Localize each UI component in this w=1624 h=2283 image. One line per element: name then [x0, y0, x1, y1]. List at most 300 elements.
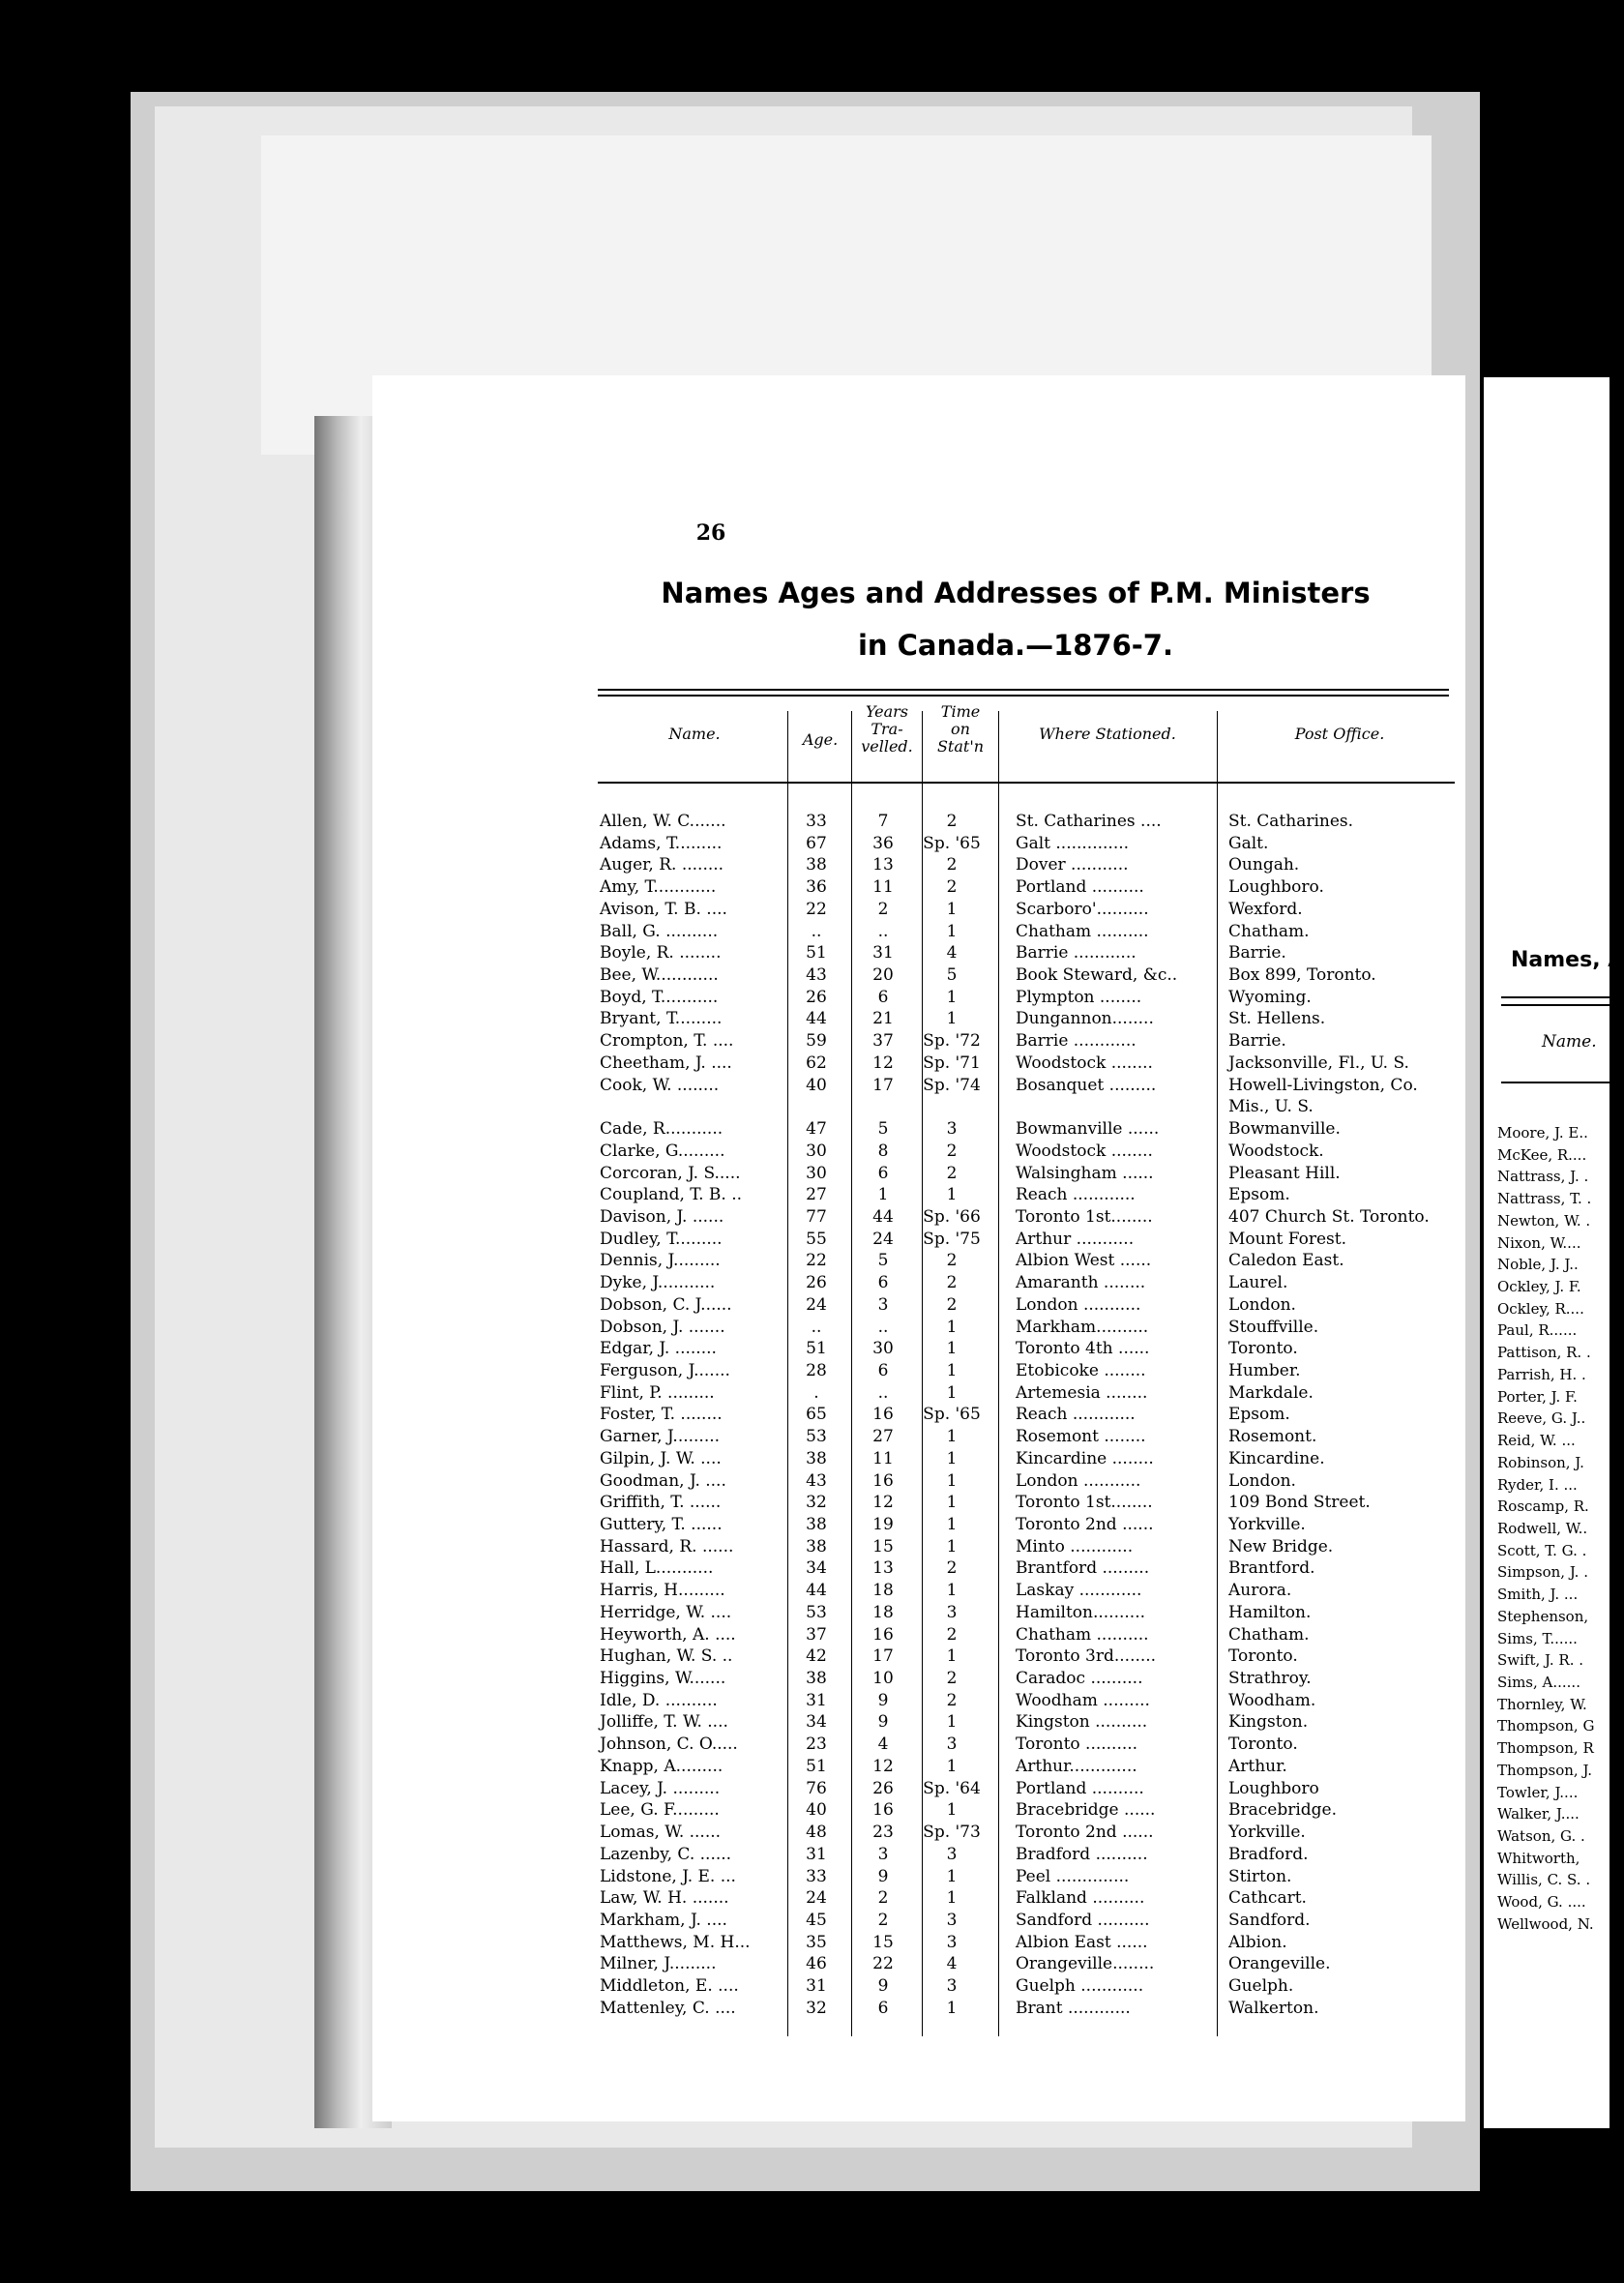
time-on-station: 2: [946, 1690, 958, 1710]
facing-name: Reeve, G. J..: [1497, 1409, 1586, 1428]
post-office: Stirton.: [1228, 1866, 1292, 1886]
post-office: Rosemont.: [1228, 1427, 1317, 1447]
years-travelled: 6: [877, 1273, 889, 1293]
facing-name: Watson, G. .: [1497, 1827, 1585, 1845]
table-row: [598, 1096, 1459, 1118]
minister-age: 40: [806, 1800, 827, 1821]
post-office: Bradford.: [1228, 1844, 1309, 1864]
facing-name: Walker, J....: [1497, 1805, 1580, 1823]
minister-age: 38: [806, 1669, 827, 1689]
minister-name: Milner, J.........: [600, 1954, 717, 1974]
post-office: Laurel.: [1228, 1273, 1288, 1293]
where-stationed: Amaranth ........: [1016, 1273, 1146, 1293]
facing-name: Nattrass, J. .: [1497, 1168, 1589, 1186]
post-office: Orangeville.: [1228, 1954, 1331, 1974]
time-on-station: 1: [946, 1448, 958, 1468]
minister-name: Lee, G. F.........: [600, 1800, 720, 1821]
page-number: 26: [695, 520, 726, 546]
facing-name: Roscamp, R.: [1497, 1497, 1589, 1516]
table-row: [598, 1668, 1459, 1690]
minister-age: 31: [806, 1976, 827, 1997]
table-row: [598, 1778, 1459, 1800]
years-travelled: 11: [872, 1448, 894, 1468]
minister-name: Hassard, R. ......: [600, 1536, 734, 1557]
years-travelled: 44: [872, 1206, 894, 1227]
minister-name: Dudley, T.........: [600, 1229, 723, 1249]
minister-name: Dobson, C. J......: [600, 1294, 732, 1315]
where-stationed: Arthur ...........: [1016, 1229, 1135, 1249]
years-travelled: 16: [872, 1405, 894, 1425]
where-stationed: Portland ..........: [1016, 877, 1144, 898]
post-office: Loughboro: [1228, 1778, 1319, 1798]
table-row: [598, 1711, 1459, 1734]
minister-name: Lacey, J. .........: [600, 1778, 721, 1798]
minister-name: Bee, W............: [600, 965, 719, 986]
table-row: [598, 1382, 1459, 1405]
where-stationed: Toronto 3rd........: [1016, 1646, 1157, 1667]
minister-name: Harris, H.........: [600, 1581, 725, 1601]
minister-name: Flint, P. .........: [600, 1382, 715, 1403]
post-office: Howell-Livingston, Co.: [1228, 1075, 1418, 1095]
time-on-station: Sp. '71: [923, 1053, 981, 1073]
minister-age: 42: [806, 1646, 827, 1667]
minister-age: .: [813, 1382, 819, 1403]
table-row: [598, 833, 1459, 855]
table-row: [598, 1075, 1459, 1097]
facing-name: Ockley, J. F.: [1497, 1278, 1581, 1296]
table-row: [598, 1426, 1459, 1448]
years-travelled: 12: [872, 1493, 894, 1513]
where-stationed: Orangeville........: [1016, 1954, 1155, 1974]
post-office: Kincardine.: [1228, 1448, 1325, 1468]
facing-name: Ryder, I. ...: [1497, 1475, 1578, 1494]
where-stationed: Peel ..............: [1016, 1866, 1130, 1886]
minister-age: 53: [806, 1602, 827, 1622]
where-stationed: Hamilton..........: [1016, 1602, 1146, 1622]
post-office: Guelph.: [1228, 1976, 1294, 1997]
time-on-station: 4: [946, 1954, 958, 1974]
post-office: Hamilton.: [1228, 1602, 1312, 1622]
time-on-station: 1: [946, 987, 958, 1007]
time-on-station: Sp. '64: [923, 1778, 981, 1798]
facing-name: Sims, T......: [1497, 1629, 1578, 1647]
table-row: [598, 1536, 1459, 1558]
minister-name: Dyke, J...........: [600, 1273, 716, 1293]
table-row: [598, 1317, 1459, 1339]
post-office: Bowmanville.: [1228, 1119, 1341, 1140]
table-row: [598, 1690, 1459, 1712]
years-travelled: 27: [872, 1427, 894, 1447]
years-travelled: 18: [872, 1581, 894, 1601]
minister-age: 38: [806, 1536, 827, 1557]
header-name: Name.: [668, 725, 721, 743]
years-travelled: 18: [872, 1602, 894, 1622]
time-on-station: Sp. '75: [923, 1229, 981, 1249]
table-row: [598, 1910, 1459, 1932]
minister-age: 45: [806, 1910, 827, 1930]
table-row: [598, 1229, 1459, 1251]
years-travelled: 17: [872, 1646, 894, 1667]
time-on-station: 1: [946, 1998, 958, 2018]
time-on-station: 1: [946, 1756, 958, 1776]
where-stationed: Bowmanville ......: [1016, 1119, 1160, 1140]
years-travelled: 2: [877, 1888, 889, 1909]
minister-age: 38: [806, 855, 827, 875]
minister-age: 27: [806, 1185, 827, 1205]
time-on-station: 2: [946, 1669, 958, 1689]
minister-name: Avison, T. B. ....: [600, 899, 727, 919]
facing-rule: [1501, 996, 1617, 998]
time-on-station: 4: [946, 943, 958, 964]
where-stationed: Markham..........: [1016, 1317, 1149, 1337]
years-travelled: 21: [872, 1009, 894, 1029]
minister-name: Middleton, E. ....: [600, 1976, 739, 1997]
post-office: St. Catharines.: [1228, 812, 1354, 831]
minister-age: 36: [806, 877, 827, 898]
time-on-station: 1: [946, 1470, 958, 1491]
header-age: Age.: [802, 730, 839, 749]
minister-age: 37: [806, 1624, 827, 1645]
table-row: [598, 1206, 1459, 1229]
time-on-station: Sp. '72: [923, 1031, 981, 1052]
minister-age: 26: [806, 987, 827, 1007]
where-stationed: Minto ............: [1016, 1536, 1134, 1557]
time-on-station: 1: [946, 1800, 958, 1821]
minister-age: 34: [806, 1712, 827, 1733]
years-travelled: 36: [872, 833, 894, 853]
facing-name: Moore, J. E..: [1497, 1124, 1588, 1142]
where-stationed: Barrie ............: [1016, 943, 1137, 964]
table-row: [598, 1118, 1459, 1141]
where-stationed: Chatham ..........: [1016, 1624, 1149, 1645]
post-office: Markdale.: [1228, 1382, 1314, 1403]
time-on-station: 1: [946, 1009, 958, 1029]
years-travelled: 15: [872, 1932, 894, 1952]
facing-name: Thompson, R: [1497, 1739, 1594, 1758]
time-on-station: 1: [946, 1536, 958, 1557]
minister-age: 76: [806, 1778, 827, 1798]
minister-name: Ball, G. ..........: [600, 921, 719, 941]
time-on-station: 1: [946, 1185, 958, 1205]
table-row: [598, 1799, 1459, 1822]
years-travelled: 37: [872, 1031, 894, 1052]
table-row: [598, 1141, 1459, 1163]
minister-name: Griffith, T. ......: [600, 1493, 722, 1513]
minister-name: Amy, T............: [600, 877, 717, 898]
years-travelled: 16: [872, 1624, 894, 1645]
time-on-station: 1: [946, 921, 958, 941]
years-travelled: 5: [877, 1251, 889, 1271]
years-travelled: 23: [872, 1823, 894, 1843]
minister-age: 35: [806, 1932, 827, 1952]
minister-name: Lidstone, J. E. ...: [600, 1866, 736, 1886]
where-stationed: Reach ............: [1016, 1405, 1136, 1425]
years-travelled: 9: [877, 1690, 889, 1710]
time-on-station: Sp. '66: [923, 1206, 981, 1227]
post-office: Yorkville.: [1228, 1823, 1306, 1843]
years-travelled: 1: [877, 1185, 889, 1205]
time-on-station: 2: [946, 855, 958, 875]
table-row: [598, 876, 1459, 899]
post-office: Epsom.: [1228, 1405, 1290, 1425]
table-row: [598, 1822, 1459, 1844]
time-on-station: Sp. '65: [923, 833, 981, 853]
post-office: Cathcart.: [1228, 1888, 1307, 1909]
where-stationed: Albion West ......: [1016, 1251, 1152, 1271]
minister-name: Dennis, J.........: [600, 1251, 721, 1271]
minister-name: Cook, W. ........: [600, 1075, 720, 1095]
time-on-station: 2: [946, 1558, 958, 1579]
post-office: Toronto.: [1228, 1734, 1298, 1755]
facing-name-header: Name.: [1542, 1032, 1597, 1052]
years-travelled: 3: [877, 1844, 889, 1864]
where-stationed: Sandford ..........: [1016, 1910, 1150, 1930]
table-row: [598, 1557, 1459, 1580]
where-stationed: Chatham ..........: [1016, 921, 1149, 941]
facing-rule: [1501, 1004, 1617, 1006]
minister-age: 55: [806, 1229, 827, 1249]
post-office: Mount Forest.: [1228, 1229, 1347, 1249]
years-travelled: 6: [877, 987, 889, 1007]
table-row: [598, 1008, 1459, 1030]
facing-name: Ockley, R....: [1497, 1299, 1584, 1318]
where-stationed: Laskay ............: [1016, 1581, 1142, 1601]
table-row: [598, 1514, 1459, 1536]
facing-page: [1484, 377, 1624, 2128]
minister-name: Law, W. H. .......: [600, 1888, 729, 1909]
table-row: [598, 1470, 1459, 1493]
table-row: [598, 1360, 1459, 1382]
years-travelled: 8: [877, 1141, 889, 1161]
minister-name: Goodman, J. ....: [600, 1470, 726, 1491]
table-row: [598, 1053, 1459, 1075]
post-office: Barrie.: [1228, 1031, 1286, 1052]
where-stationed: Guelph ............: [1016, 1976, 1144, 1997]
facing-name: Reid, W. ...: [1497, 1432, 1576, 1450]
years-travelled: 6: [877, 1360, 889, 1380]
where-stationed: Galt ..............: [1016, 833, 1130, 853]
minister-name: Idle, D. ..........: [600, 1690, 718, 1710]
minister-age: 51: [806, 1339, 827, 1359]
years-travelled: 10: [872, 1669, 894, 1689]
facing-names-list: [1497, 1122, 1594, 1936]
time-on-station: Sp. '65: [923, 1405, 981, 1425]
table-row: [598, 1975, 1459, 1998]
minister-age: 32: [806, 1998, 827, 2018]
facing-name: Smith, J. ...: [1497, 1586, 1579, 1604]
time-on-station: 3: [946, 1976, 958, 1997]
time-on-station: 1: [946, 1317, 958, 1337]
where-stationed: Toronto 4th ......: [1016, 1339, 1150, 1359]
years-travelled: 19: [872, 1515, 894, 1534]
where-stationed: Scarboro'..........: [1016, 899, 1149, 919]
header-time: Time on Stat'n: [936, 702, 985, 756]
table-row: [598, 1887, 1459, 1910]
minister-age: 34: [806, 1558, 827, 1579]
facing-name: Simpson, J. .: [1497, 1563, 1588, 1582]
minister-age: 23: [806, 1734, 827, 1755]
time-on-station: 1: [946, 1339, 958, 1359]
minister-name: Adams, T.........: [600, 833, 723, 853]
minister-name: Guttery, T. ......: [600, 1515, 723, 1534]
minister-name: Mattenley, C. ....: [600, 1998, 736, 2018]
where-stationed: London ...........: [1016, 1294, 1141, 1315]
table-row: [598, 987, 1459, 1009]
table-row: [598, 964, 1459, 987]
years-travelled: 13: [872, 855, 894, 875]
post-office: Stouffville.: [1228, 1317, 1319, 1337]
minister-age: 30: [806, 1163, 827, 1183]
time-on-station: Sp. '74: [923, 1075, 981, 1095]
post-office: Loughboro.: [1228, 877, 1324, 898]
post-office: Chatham.: [1228, 921, 1310, 941]
years-travelled: 31: [872, 943, 894, 964]
facing-name: Wellwood, N.: [1497, 1914, 1594, 1933]
post-office: Woodstock.: [1228, 1141, 1324, 1161]
post-office: Arthur.: [1228, 1756, 1287, 1776]
table-row: [598, 1646, 1459, 1668]
time-on-station: 3: [946, 1119, 958, 1140]
facing-name: Noble, J. J..: [1497, 1256, 1579, 1274]
years-travelled: 4: [877, 1734, 889, 1755]
where-stationed: Caradoc ..........: [1016, 1669, 1143, 1689]
years-travelled: 13: [872, 1558, 894, 1579]
post-office: Oungah.: [1228, 855, 1300, 875]
minister-name: Markham, J. ....: [600, 1910, 727, 1930]
years-travelled: 9: [877, 1712, 889, 1733]
years-travelled: 7: [877, 812, 889, 831]
facing-name: Nixon, W....: [1497, 1233, 1581, 1252]
table-row: [598, 1866, 1459, 1888]
minister-name: Matthews, M. H...: [600, 1932, 751, 1952]
table-row: [598, 942, 1459, 964]
time-on-station: 1: [946, 1382, 958, 1403]
minister-name: Bryant, T.........: [600, 1009, 723, 1029]
where-stationed: Woodstock ........: [1016, 1053, 1153, 1073]
minister-age: 22: [806, 899, 827, 919]
where-stationed: Toronto 1st........: [1016, 1493, 1153, 1513]
table-row: [598, 1953, 1459, 1975]
minister-name: Lazenby, C. ......: [600, 1844, 732, 1864]
years-travelled: 30: [872, 1339, 894, 1359]
minister-name: Jolliffe, T. W. ....: [600, 1712, 728, 1733]
post-office: Humber.: [1228, 1360, 1301, 1380]
where-stationed: Woodstock ........: [1016, 1141, 1153, 1161]
table-row: [598, 1272, 1459, 1294]
time-on-station: 3: [946, 1932, 958, 1952]
where-stationed: Book Steward, &c..: [1016, 965, 1178, 986]
minister-name: Garner, J.........: [600, 1427, 721, 1447]
time-on-station: 1: [946, 1515, 958, 1534]
table-row: [598, 1844, 1459, 1866]
post-office: Caledon East.: [1228, 1251, 1344, 1271]
minister-age: 59: [806, 1031, 827, 1052]
minister-name: Higgins, W.......: [600, 1669, 726, 1689]
time-on-station: 2: [946, 812, 958, 831]
facing-name: Robinson, J.: [1497, 1453, 1584, 1471]
minister-age: 28: [806, 1360, 827, 1380]
post-office: Pleasant Hill.: [1228, 1163, 1341, 1183]
years-travelled: 16: [872, 1470, 894, 1491]
post-office: Box 899, Toronto.: [1228, 965, 1376, 986]
where-stationed: Bradford ..........: [1016, 1844, 1148, 1864]
facing-name: Porter, J. F.: [1497, 1387, 1578, 1406]
years-travelled: 9: [877, 1866, 889, 1886]
facing-name: Whitworth,: [1497, 1849, 1580, 1867]
facing-name: Pattison, R. .: [1497, 1344, 1591, 1362]
minister-name: Herridge, W. ....: [600, 1602, 732, 1622]
years-travelled: 2: [877, 899, 889, 919]
table-row: [598, 1734, 1459, 1756]
post-office: Barrie.: [1228, 943, 1286, 964]
table-row: [598, 1404, 1459, 1426]
years-travelled: 12: [872, 1756, 894, 1776]
table-row: [598, 921, 1459, 943]
minister-name: Edgar, J. ........: [600, 1339, 717, 1359]
time-on-station: Sp. '73: [923, 1823, 981, 1843]
table-row: [598, 1184, 1459, 1206]
table-row: [598, 854, 1459, 876]
minister-name: Knapp, A.........: [600, 1756, 723, 1776]
time-on-station: 2: [946, 877, 958, 898]
years-travelled: ..: [877, 921, 889, 941]
post-office: 109 Bond Street.: [1228, 1493, 1371, 1513]
years-travelled: ..: [877, 1382, 889, 1403]
post-office: Toronto.: [1228, 1339, 1298, 1359]
minister-name: Crompton, T. ....: [600, 1031, 734, 1052]
page-subtitle: in Canada.—1876-7.: [857, 629, 1174, 662]
years-travelled: 9: [877, 1976, 889, 1997]
minister-age: 22: [806, 1251, 827, 1271]
minister-age: 46: [806, 1954, 827, 1974]
years-travelled: 24: [872, 1229, 894, 1249]
time-on-station: 2: [946, 1624, 958, 1645]
minister-age: 33: [806, 812, 827, 831]
post-office: Wexford.: [1228, 899, 1303, 919]
minister-name: Heyworth, A. ....: [600, 1624, 736, 1645]
minister-name: Corcoran, J. S.....: [600, 1163, 741, 1183]
table-row: [598, 1163, 1459, 1185]
facing-name: Towler, J....: [1497, 1783, 1579, 1801]
post-office: Jacksonville, Fl., U. S.: [1228, 1053, 1409, 1073]
minister-name: Clarke, G.........: [600, 1141, 725, 1161]
header-where: Where Stationed.: [1039, 725, 1176, 743]
time-on-station: 1: [946, 1581, 958, 1601]
minister-name: Gilpin, J. W. ....: [600, 1448, 722, 1468]
facing-name: Swift, J. R. .: [1497, 1651, 1584, 1670]
minister-name: Davison, J. ......: [600, 1206, 724, 1227]
post-office: Bracebridge.: [1228, 1800, 1338, 1821]
where-stationed: Artemesia ........: [1016, 1382, 1148, 1403]
post-office: St. Hellens.: [1228, 1009, 1326, 1029]
post-office: Galt.: [1228, 833, 1269, 853]
time-on-station: 1: [946, 1360, 958, 1380]
minister-age: 48: [806, 1823, 827, 1843]
where-stationed: Brant ............: [1016, 1998, 1131, 2018]
time-on-station: 2: [946, 1251, 958, 1271]
facing-name: Newton, W. .: [1497, 1211, 1591, 1230]
table-row: [598, 1338, 1459, 1360]
time-on-station: 1: [946, 1427, 958, 1447]
where-stationed: Brantford .........: [1016, 1558, 1150, 1579]
years-travelled: 26: [872, 1778, 894, 1798]
facing-name: Sims, A......: [1497, 1673, 1580, 1691]
time-on-station: 5: [946, 965, 958, 986]
minister-name: Foster, T. ........: [600, 1405, 723, 1425]
minister-age: 51: [806, 1756, 827, 1776]
table-row: [598, 1250, 1459, 1272]
header-post: Post Office.: [1294, 725, 1385, 743]
